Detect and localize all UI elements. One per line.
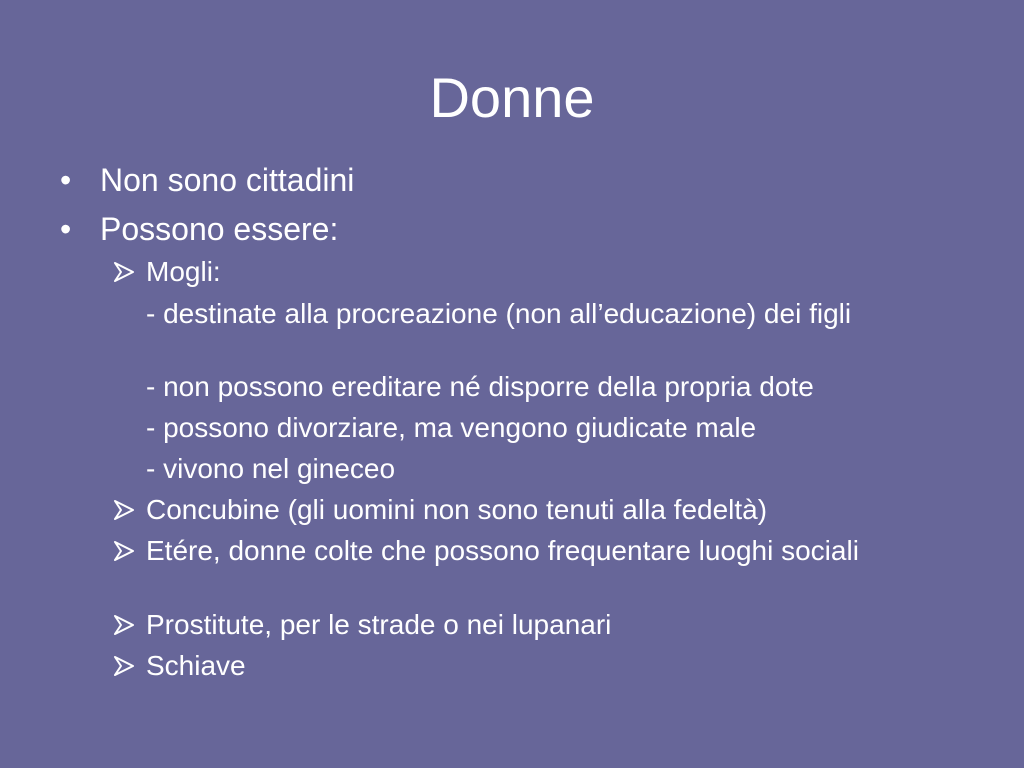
bullet-marker: • (60, 211, 72, 247)
arrow-bullet-icon (112, 651, 140, 681)
category-text: Schiave (146, 650, 246, 681)
slide-title: Donne (429, 66, 595, 129)
detail-item: - non possono ereditare né disporre della propria dote (146, 371, 814, 402)
arrow-bullet-icon (112, 495, 140, 525)
category-text: Mogli: (146, 256, 221, 287)
category-text: Concubine (gli uomini non sono tenuti alla fedeltà) (146, 494, 768, 525)
detail-item: - destinate alla procreazione (non all’educazione) dei figli (146, 298, 852, 329)
bullet-text: Possono essere: (100, 211, 339, 247)
arrow-bullet-icon (112, 257, 140, 287)
bullet-marker: • (60, 162, 72, 198)
detail-item: - vivono nel gineceo (146, 453, 396, 484)
bullet-text: Non sono cittadini (100, 162, 355, 198)
arrow-bullet-icon (112, 610, 140, 640)
arrow-bullet-icon (112, 536, 140, 566)
category-text: Prostitute, per le strade o nei lupanari (146, 609, 612, 640)
detail-item: - possono divorziare, ma vengono giudicate male (146, 412, 757, 443)
category-text: Etére, donne colte che possono frequentare luoghi sociali (146, 535, 859, 566)
